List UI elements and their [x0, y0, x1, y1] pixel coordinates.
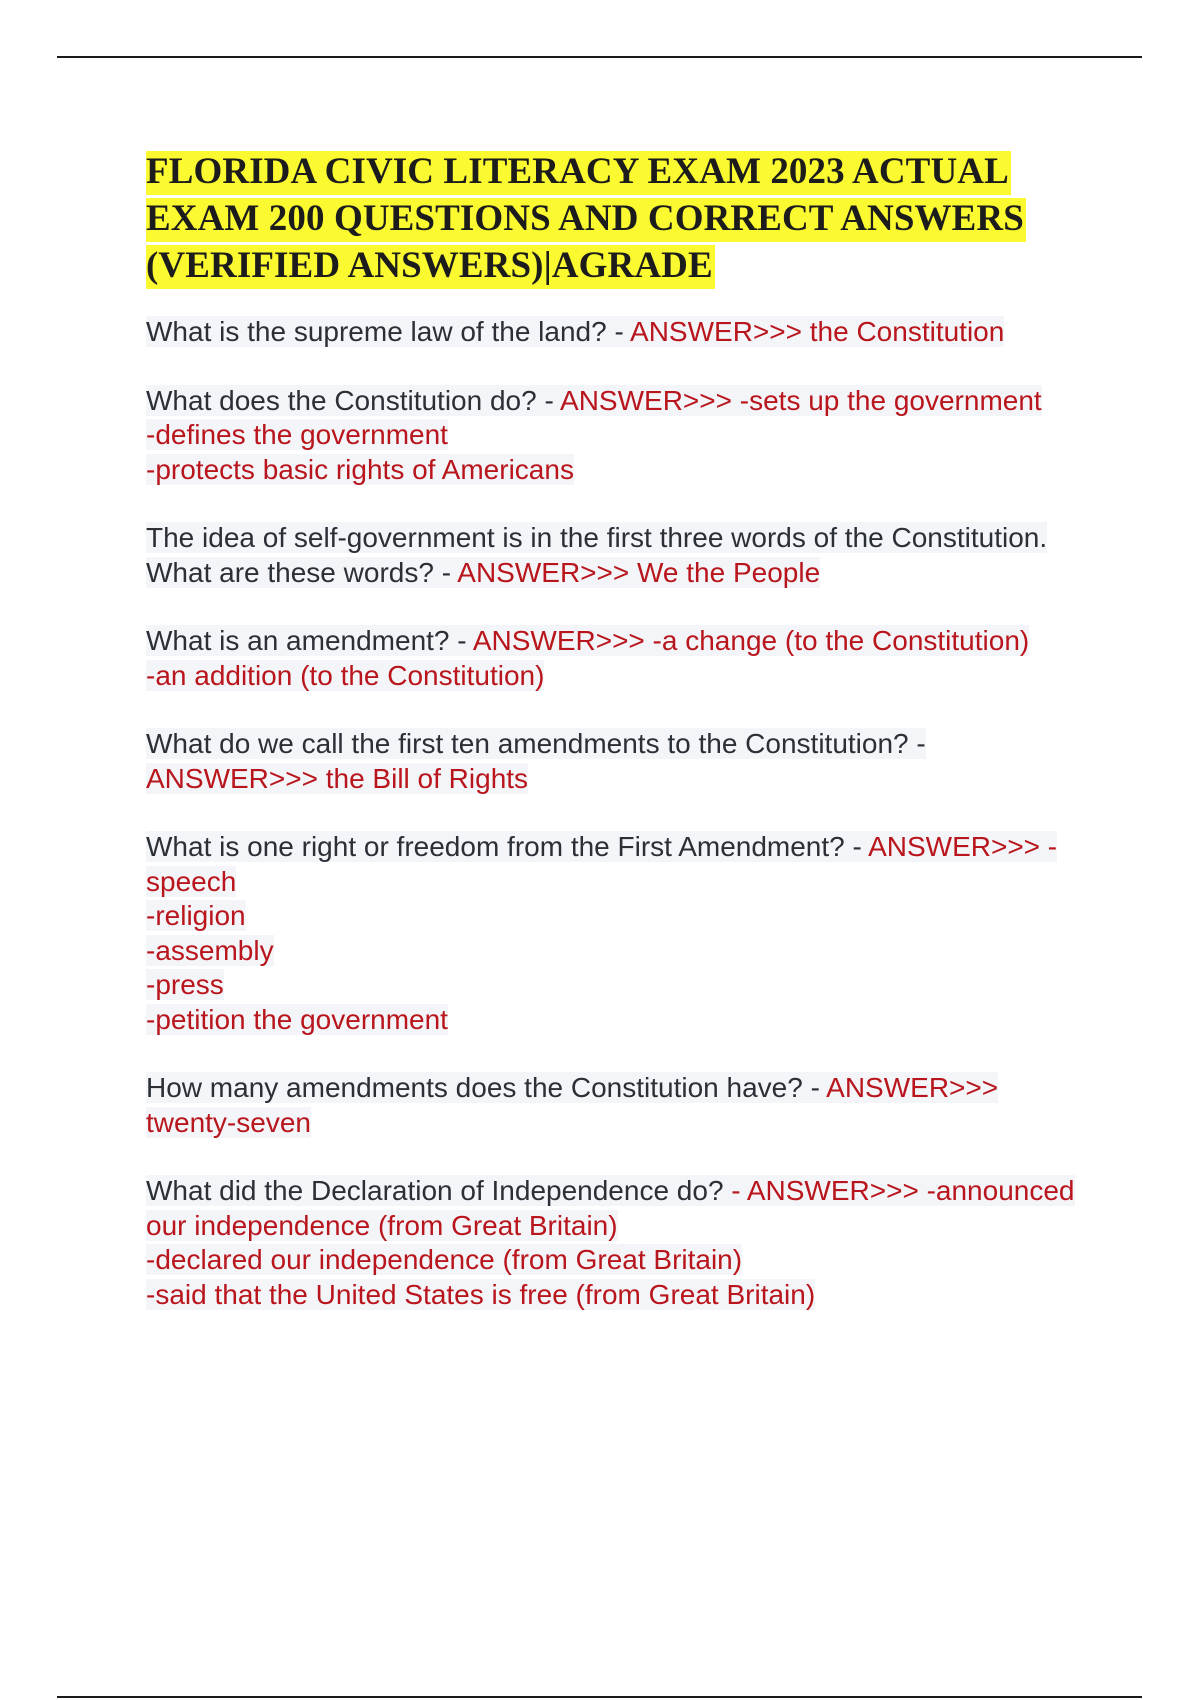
answer-text: ANSWER>>> twenty-seven	[146, 1072, 999, 1138]
qa-item	[146, 315, 1086, 350]
question-text: The idea of self-government is in the first three words of the Constitution. What are these words? -	[146, 522, 1048, 588]
answer-line-text: -assembly	[146, 934, 274, 966]
header-rule	[57, 56, 1142, 58]
answer-line	[146, 453, 1086, 488]
answer-text: - ANSWER>>> -announced our independence (from Great Britain)	[146, 1175, 1075, 1241]
answer-text: ANSWER>>> -speech	[146, 831, 1058, 897]
qa-item	[146, 1174, 1086, 1312]
document-title	[146, 148, 1086, 289]
answer-text: ANSWER>>> We the People	[457, 556, 821, 588]
answer-line	[146, 899, 1086, 934]
qa-item	[146, 521, 1086, 590]
answer-line	[146, 659, 1086, 694]
qa-item	[146, 830, 1086, 1037]
question-text: What does the Constitution do? -	[146, 384, 561, 416]
question-text: What is one right or freedom from the First Amendment? -	[146, 831, 869, 862]
answer-text: ANSWER>>> -a change (to the Constitution)	[472, 625, 1030, 656]
answer-text: ANSWER>>> the Constitution	[630, 316, 1005, 347]
question-text: What is an amendment? -	[146, 625, 473, 656]
answer-line	[146, 1278, 1086, 1313]
answer-line-text: -declared our independence (from Great Britain)	[146, 1244, 743, 1275]
answer-text: ANSWER>>> -sets up the government	[560, 384, 1042, 416]
answer-line	[146, 968, 1086, 1003]
question-text: What did the Declaration of Independence do?	[146, 1175, 732, 1206]
answer-line-text: -protects basic rights of Americans	[146, 453, 574, 485]
answer-line-text: -said that the United States is free (from Great Britain)	[146, 1278, 816, 1310]
answer-line	[146, 418, 1086, 453]
answer-line-text: -defines the government	[146, 419, 448, 450]
answer-text: ANSWER>>> the Bill of Rights	[146, 762, 529, 794]
question-text: How many amendments does the Constitution have? -	[146, 1072, 827, 1103]
qa-list	[146, 315, 1086, 1312]
question-text: What is the supreme law of the land? -	[146, 316, 631, 347]
qa-item	[146, 624, 1086, 693]
qa-item	[146, 727, 1086, 796]
answer-line	[146, 1003, 1086, 1038]
answer-line-text: -petition the government	[146, 1003, 448, 1035]
qa-item	[146, 1071, 1086, 1140]
answer-line	[146, 934, 1086, 969]
answer-line-text: -an addition (to the Constitution)	[146, 659, 545, 691]
document-body	[146, 148, 1086, 1346]
qa-item	[146, 384, 1086, 488]
answer-line-text: -press	[146, 969, 224, 1000]
answer-line-text: -religion	[146, 900, 246, 931]
footer-rule	[57, 1696, 1142, 1698]
title-highlight: FLORIDA CIVIC LITERACY EXAM 2023 ACTUAL EXAM 200 QUESTIONS AND CORRECT ANSWERS (VERIFIED ANSWERS)|AGRADE	[146, 151, 1026, 289]
question-text: What do we call the first ten amendments to the Constitution? -	[146, 728, 926, 759]
answer-line	[146, 1243, 1086, 1278]
